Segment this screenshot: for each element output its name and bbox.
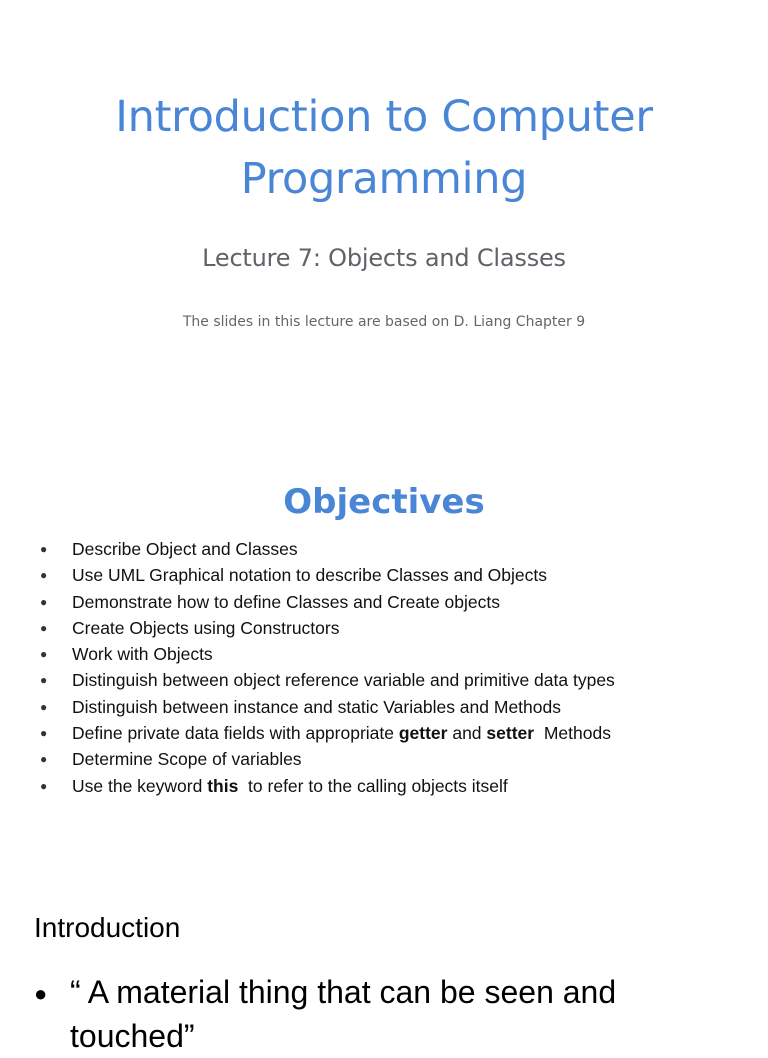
objective-item (40, 537, 740, 563)
bullet-icon: ● (40, 778, 48, 793)
bullet-icon: ● (40, 647, 48, 662)
bullet-icon: ● (40, 594, 48, 609)
keyword-this: this (207, 775, 239, 796)
objective-item (40, 747, 740, 773)
introduction-text: “ A material thing that can be seen and touched” (70, 974, 617, 1054)
lecture-title: Introduction to Computer Programming (115, 92, 653, 204)
objective-item (40, 616, 740, 642)
objective-item (40, 774, 740, 800)
introduction-heading: Introduction (34, 912, 181, 943)
bullet-icon: ● (40, 542, 48, 556)
objective-text: Define private data fields with appropriate (72, 723, 399, 744)
bullet-icon: ● (40, 726, 48, 741)
objective-text: Work with Objects (72, 644, 213, 665)
objective-item (40, 590, 740, 616)
bullet-icon: ● (34, 981, 48, 1006)
source-note: The slides in this lecture are based on D. Liang Chapter 9 (182, 314, 586, 330)
objective-text: Demonstrate how to define Classes and Create objects (72, 591, 501, 612)
bullet-icon: ● (40, 620, 48, 635)
bullet-icon: ● (40, 752, 48, 767)
objectives-heading: Objectives (283, 482, 485, 522)
objective-text: Methods (534, 723, 611, 744)
objective-text: and (447, 723, 487, 744)
objectives-list (40, 537, 740, 800)
objective-text: Determine Scope of variables (72, 749, 302, 770)
keyword-getter: getter (398, 723, 448, 744)
bullet-icon: ● (40, 673, 48, 688)
introduction-item (34, 970, 690, 1058)
objective-text: Distinguish between instance and static Variables and Methods (72, 696, 561, 717)
objective-text: Distinguish between object reference variable and primitive data types (72, 670, 615, 691)
bullet-icon: ● (40, 568, 48, 583)
bullet-icon: ● (40, 699, 48, 714)
objective-text: Use the keyword (72, 775, 208, 796)
keyword-setter: setter (486, 723, 535, 744)
objective-item (40, 642, 740, 668)
objective-item (40, 668, 740, 694)
objective-item (40, 721, 740, 747)
objective-item (40, 563, 740, 589)
introduction-list (34, 970, 690, 1058)
objective-text: to refer to the calling objects itself (238, 775, 508, 796)
lecture-subtitle: Lecture 7: Objects and Classes (202, 244, 566, 272)
objective-text: Describe Object and Classes (72, 539, 298, 559)
objective-text: Use UML Graphical notation to describe Classes and Objects (72, 565, 547, 586)
objective-item (40, 695, 740, 721)
objective-text: Create Objects using Constructors (72, 617, 340, 638)
